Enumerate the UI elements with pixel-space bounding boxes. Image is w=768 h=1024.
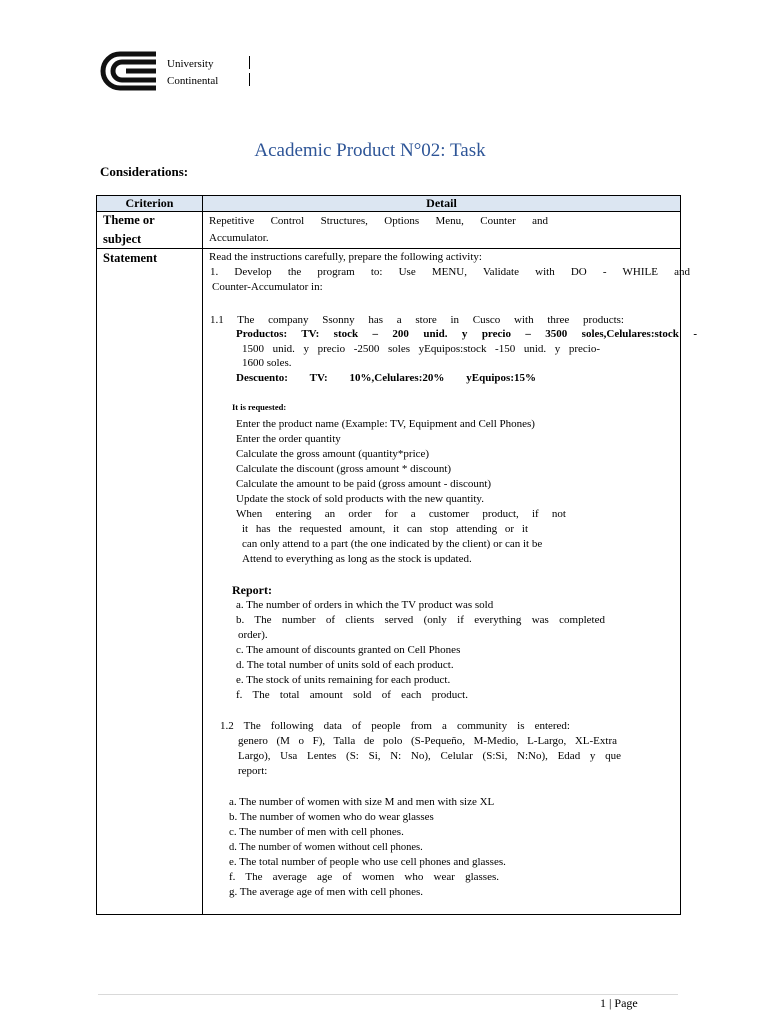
section-1-2-item: a. The number of women with size M and men with size XL xyxy=(229,796,495,808)
report-item: e. The stock of units remaining for each product. xyxy=(236,674,451,686)
header-criterion: Criterion xyxy=(125,196,174,210)
report-item: c. The amount of discounts granted on Cell Phones xyxy=(236,644,461,656)
criterion-statement: Statement xyxy=(103,251,158,265)
header-divider xyxy=(249,73,250,86)
header-detail: Detail xyxy=(426,196,457,210)
theme-detail-line: Accumulator. xyxy=(209,232,269,244)
report-item: f. The total amount sold of each product. xyxy=(236,689,468,701)
entering-line: Attend to everything as long as the stock is updated. xyxy=(242,553,472,565)
requested-item: Calculate the amount to be paid (gross amount - discount) xyxy=(236,478,492,490)
section-1-2-line: Largo), Usa Lentes (S: Si, N: No), Celular (S:Si, N:No), Edad y que xyxy=(238,750,621,762)
page-footer xyxy=(600,996,638,1011)
step1-line: Counter-Accumulator in: xyxy=(212,281,323,293)
section-1-1-intro: 1.1 The company Ssonny has a store in Cusco with three products: xyxy=(210,314,624,326)
products-line: Productos: TV: stock – 200 unid. y precio – 3500 soles,Celulares:stock - xyxy=(236,328,697,340)
section-1-2-item: c. The number of men with cell phones. xyxy=(229,826,404,838)
section-1-2-line: report: xyxy=(238,765,268,777)
statement-intro: Read the instructions carefully, prepare the following activity: xyxy=(209,251,482,263)
section-1-2-item: b. The number of women who do wear glasses xyxy=(229,811,434,823)
section-1-2-item: d. The number of women without cell phones. xyxy=(229,842,423,853)
footer-divider xyxy=(98,994,678,995)
section-1-2-line: 1.2 The following data of people from a community is entered: xyxy=(220,720,570,732)
report-item: b. The number of clients served (only if everything was completed xyxy=(236,614,605,626)
criterion-label-line: subject xyxy=(103,232,142,246)
column-divider xyxy=(202,196,203,914)
requested-item: Update the stock of sold products with the new quantity. xyxy=(236,493,484,505)
section-1-2-item: f. The average age of women who wear glasses. xyxy=(229,871,499,883)
section-1-2-item: g. The average age of men with cell phones. xyxy=(229,886,424,898)
page-title: Academic Product N°02: Task xyxy=(254,140,486,161)
requested-item: Enter the product name (Example: TV, Equipment and Cell Phones) xyxy=(236,418,535,430)
criterion-theme xyxy=(103,211,155,249)
page-number: 1 xyxy=(600,996,606,1010)
section-1-2-item: e. The total number of people who use cell phones and glasses. xyxy=(229,856,506,868)
requested-item: Enter the order quantity xyxy=(236,433,341,445)
section-1-2-line: genero (M o F), Talla de polo (S-Pequeño, M-Medio, L-Largo, XL-Extra xyxy=(238,735,617,747)
entering-line: can only attend to a part (the one indicated by the client) or can it be xyxy=(242,538,543,550)
row-divider xyxy=(97,248,680,249)
criterion-label-line: Theme or xyxy=(103,213,155,227)
products-line: 1500 unid. y precio -2500 soles yEquipos:stock -150 unid. y precio- xyxy=(242,343,600,355)
entering-line: When entering an order for a customer product, if not xyxy=(236,508,566,520)
report-label: Report: xyxy=(232,583,272,597)
theme-detail-line: Repetitive Control Structures, Options Menu, Counter and xyxy=(209,215,548,227)
page-label: | Page xyxy=(609,996,638,1010)
requested-label: It is requested: xyxy=(232,402,287,412)
step1-line: 1. Develop the program to: Use MENU, Validate with DO - WHILE and xyxy=(210,266,690,278)
header-divider xyxy=(249,56,250,69)
report-item: a. The number of orders in which the TV product was sold xyxy=(236,599,494,611)
university-logo xyxy=(98,50,158,92)
university-line2: Continental xyxy=(167,75,219,87)
entering-line: it has the requested amount, it can stop attending or it xyxy=(242,523,528,535)
discount-line: Descuento: TV: 10%,Celulares:20% yEquipos:15% xyxy=(236,372,536,384)
report-item: d. The total number of units sold of each product. xyxy=(236,659,454,671)
requested-item: Calculate the gross amount (quantity*price) xyxy=(236,448,430,460)
report-item: order). xyxy=(238,629,268,641)
considerations-heading: Considerations: xyxy=(100,164,189,179)
products-line: 1600 soles. xyxy=(242,357,292,369)
requested-item: Calculate the discount (gross amount * discount) xyxy=(236,463,452,475)
logo-mark-icon xyxy=(98,50,158,92)
university-name xyxy=(167,56,218,90)
university-line1: University xyxy=(167,58,214,70)
